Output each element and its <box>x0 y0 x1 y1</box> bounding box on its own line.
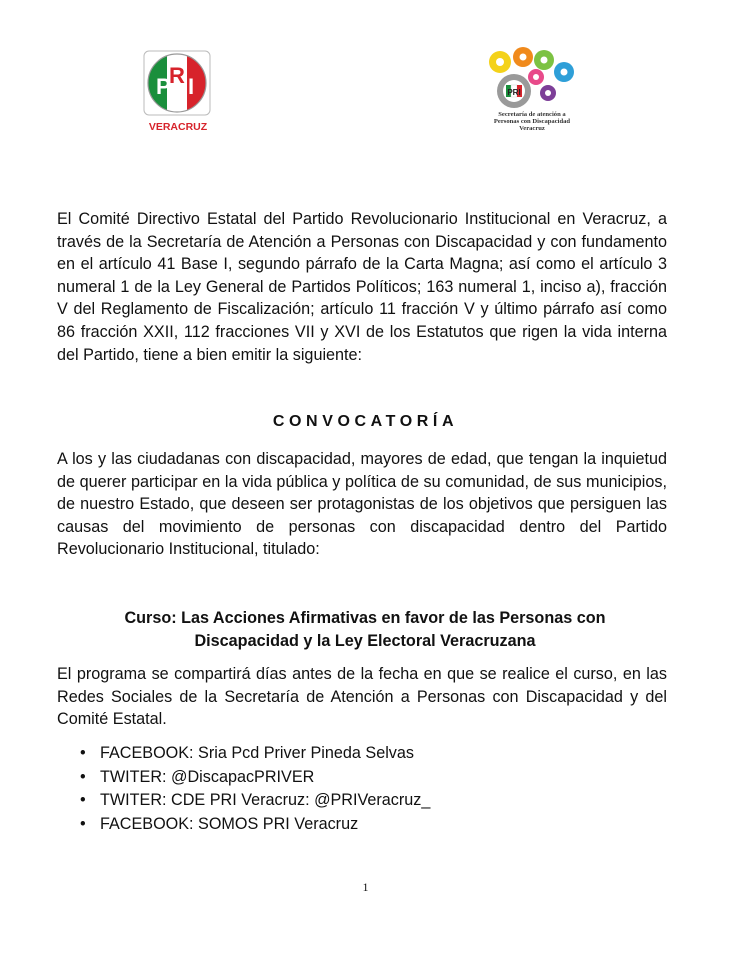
list-item <box>57 789 430 813</box>
course-title-line: Curso: Las Acciones Afirmativas en favor de las Personas con <box>124 609 606 627</box>
list-item <box>57 766 430 790</box>
bullet-icon: • <box>80 767 86 786</box>
pri-emblem-icon <box>143 50 213 134</box>
social-links-list <box>57 742 430 837</box>
svg-text:I: I <box>188 74 195 99</box>
svg-text:R: R <box>169 63 185 88</box>
page-number: 1 <box>362 880 369 894</box>
social-link-text: FACEBOOK: Sria Pcd Priver Pineda Selvas <box>100 744 414 762</box>
svg-text:P: P <box>156 74 171 99</box>
secretaria-discapacidad-logo <box>476 44 588 146</box>
pri-veracruz-logo <box>143 50 213 134</box>
logo-caption: VERACRUZ <box>148 121 208 133</box>
call-paragraph: A los y las ciudadanas con discapacidad, mayores de edad, que tengan la inquietud de querer participar en la vida pública y política de su comunidad, de sus municipios, de nuestro Estado, que deseen ser protagonistas de los objetivos que persiguen las causas del movimiento de personas con discapacidad dentro del Partido Revolucionario Institucional, titulado: <box>57 450 667 559</box>
svg-text:PRI: PRI <box>507 88 521 97</box>
bullet-icon: • <box>80 744 86 762</box>
logo-caption-line: Secretaría de atención a <box>498 111 566 118</box>
logo-caption <box>476 112 588 132</box>
course-title-line: Discapacidad y la Ley Electoral Veracruzana <box>194 631 536 650</box>
intro-paragraph: El Comité Directivo Estatal del Partido Revolucionario Institucional en Veracruz, a través de la Secretaría de Atención a Personas con Discapacidad y con fundamento en el artículo 41 Base I, segundo párrafo de la Carta Magna; así como el artículo 3 numeral 1 de la Ley General de Partidos Políticos; 163 numeral 1, inciso a), fracción V del Reglamento de Fiscalización; artículo 11 fracción V y último párrafo así como 86 fracción XXII, 112 fracciones VII y XVI de los Estatutos que rigen la vida interna del Partido, tiene a bien emitir la siguiente: <box>57 210 667 364</box>
gears-icon <box>476 44 588 112</box>
social-link-text: FACEBOOK: SOMOS PRI Veracruz <box>100 815 359 834</box>
social-link-text: TWITER: CDE PRI Veracruz: @PRIVeracruz_ <box>100 791 431 810</box>
course-title <box>60 607 670 652</box>
bullet-icon: • <box>80 791 86 810</box>
social-link-text: TWITER: @DiscapacPRIVER <box>100 767 315 786</box>
logo-caption-line: Personas con Discapacidad <box>493 117 571 125</box>
document-heading: CONVOCATORÍA <box>272 413 459 430</box>
list-item <box>57 813 430 837</box>
program-paragraph: El programa se compartirá días antes de la fecha en que se realice el curso, en las Redes Sociales de la Secretaría de Atención a Personas con Discapacidad y del Comité Estatal. <box>57 665 667 729</box>
bullet-icon: • <box>80 815 86 834</box>
list-item <box>57 742 430 766</box>
logo-caption-line: Veracruz <box>519 124 545 132</box>
